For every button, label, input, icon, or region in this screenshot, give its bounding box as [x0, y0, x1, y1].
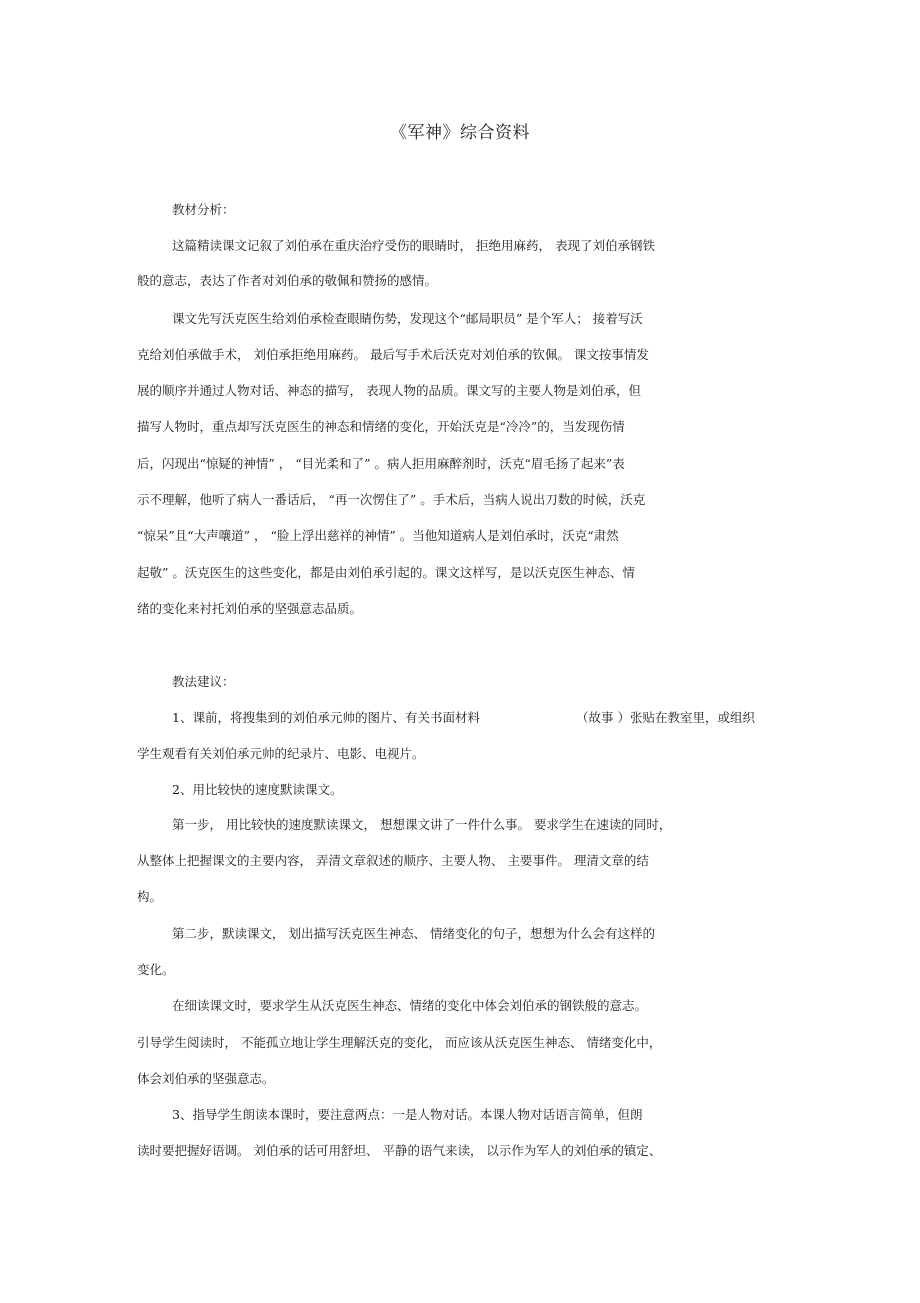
text-line: 展的顺序并通过人物对话、神态的描写， 表现人物的品质。课文写的主要人物是刘伯承，但 [137, 383, 641, 398]
text-line: 第一步， 用比较快的速度默读课文， 想想课文讲了一件什么事。 要求学生在速读的同时， [172, 817, 672, 832]
text-line: 1、课前，将搜集到的刘伯承元帅的图片、有关书面材料 [172, 710, 480, 725]
text-line: 起敬” 。沃克医生的这些变化，都是由刘伯承引起的。课文这样写，是以沃克医生神态、情 [137, 565, 635, 580]
section-heading-method: 教法建议： [172, 674, 235, 689]
text-line: 绪的变化来衬托刘伯承的坚强意志品质。 [137, 601, 363, 616]
text-line: 3、指导学生朗读本课时，要注意两点：一是人物对话。本课人物对话语言简单，但朗 [172, 1107, 643, 1122]
text-line: 般的意志，表达了作者对刘伯承的敬佩和赞扬的感情。 [137, 273, 438, 288]
text-line: 这篇精读课文记叙了刘伯承在重庆治疗受伤的眼睛时， 拒绝用麻药， 表现了刘伯承钢铁 [172, 238, 655, 253]
text-line: 体会刘伯承的坚强意志。 [137, 1071, 275, 1086]
text-line: 构。 [137, 889, 163, 904]
text-line: 第二步，默读课文， 划出描写沃克医生神态、 情绪变化的句子，想想为什么会有这样的 [172, 926, 655, 941]
text-line: “惊呆”且“大声嚷道” ， “脸上浮出慈祥的神情” 。当他知道病人是刘伯承时，沃克“肃然 [137, 528, 619, 543]
text-line: 从整体上把握课文的主要内容， 弄清文章叙述的顺序、主要人物、 主要事件。 理清文章的结 [137, 853, 649, 868]
text-line: 课文先写沃克医生给刘伯承检查眼睛伤势，发现这个“邮局职员” 是个军人； 接着写沃 [172, 311, 643, 326]
text-line: 读时要把握好语调。 刘伯承的话可用舒坦、 平静的语气来读， 以示作为军人的刘伯承的镇定、 [137, 1143, 662, 1158]
text-line: （故事 ）张贴在教室里，或组织 [576, 710, 755, 725]
text-line: 描写人物时，重点却写沃克医生的神态和情绪的变化，开始沃克是“冷冷”的，当发现伤情 [137, 419, 625, 434]
text-line: 克给刘伯承做手术， 刘伯承拒绝用麻药。 最后写手术后沃克对刘伯承的钦佩。 课文按事情发 [137, 347, 649, 362]
text-line: 变化。 [137, 962, 175, 977]
text-line: 在细读课文时，要求学生从沃克医生神态、情绪的变化中体会刘伯承的钢铁般的意志。 [172, 998, 648, 1013]
page-title: 《军神》综合资料 [390, 123, 530, 143]
section-heading-analysis: 教材分析： [172, 202, 235, 217]
text-line: 2、用比较快的速度默读课文。 [172, 782, 343, 797]
text-line: 示不理解，他听了病人一番话后， “再一次愣住了” 。手术后，当病人说出刀数的时候，沃克 [137, 492, 646, 507]
text-line: 学生观看有关刘伯承元帅的纪录片、电影、电视片。 [137, 746, 425, 761]
text-line: 引导学生阅读时， 不能孤立地让学生理解沃克的变化， 而应该从沃克医生神态、 情绪变化中， [137, 1035, 662, 1050]
text-line: 后，闪现出“惊疑的神情” ， “目光柔和了” 。病人拒用麻醉剂时，沃克“眉毛扬了起来”表 [137, 456, 625, 471]
